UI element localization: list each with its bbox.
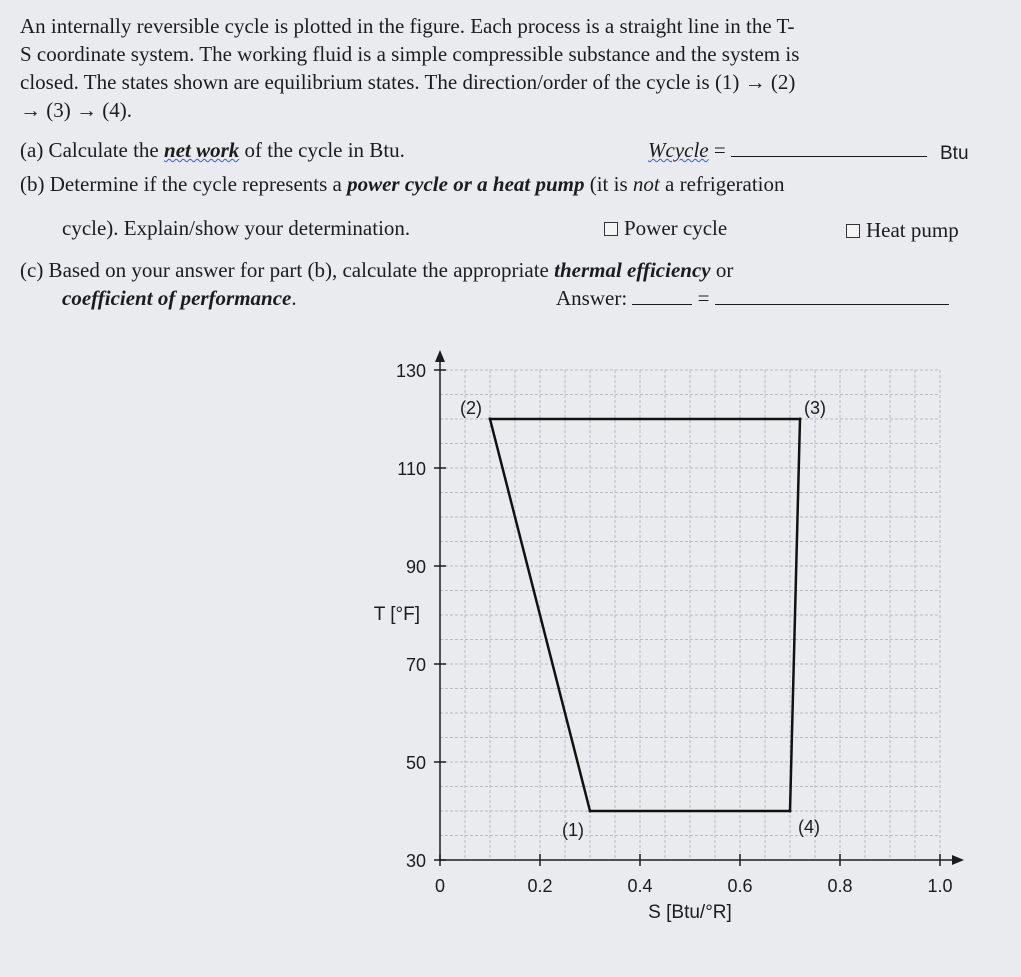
power-cycle-label: Power cycle [624,216,728,240]
y-tick-label: 90 [405,557,426,577]
x-tick-label: 0.6 [727,876,753,896]
part-b-line-2: cycle). Explain/show your determination. [62,216,411,240]
part-b-prefix: (b) Determine if the cycle represents a [20,172,348,196]
part-c-equals: = [697,286,710,310]
heat-pump-label: Heat pump [866,218,959,242]
part-c-emphasis-1: thermal efficiency [554,258,711,282]
state-point [799,418,802,421]
part-b-mid: (it is [584,172,633,196]
x-tick-label: 0.4 [627,876,653,896]
part-a-unit: Btu [940,143,969,164]
chart-labels [374,361,953,923]
state-point [789,810,792,813]
y-tick-label: 70 [405,655,426,675]
state-point [489,418,492,421]
part-b-emphasis: power cycle or a heat pump [347,172,585,196]
y-tick-label: 50 [405,753,426,773]
part-c-mid: or [710,258,734,282]
x-axis-arrow [952,855,964,865]
w-cycle-symbol: Wcycle [648,138,709,162]
part-b-not: not [632,172,660,196]
y-axis-title: T [°F] [373,603,420,625]
x-axis-title: S [Btu/°R] [648,902,732,923]
part-a-prefix: (a) Calculate the [20,138,165,162]
intro-line-1: An internally reversible cycle is plotted in the figure. Each process is a straight line in the T- [20,14,795,38]
y-tick-label: 30 [405,851,426,871]
intro-line-3: closed. The states shown are equilibrium states. The direction/order of the cycle is (1) → (2) [20,70,796,94]
part-a-emphasis: net work [164,138,240,162]
y-tick-label: 110 [397,459,426,479]
x-tick-label: 0.2 [527,876,553,896]
x-tick-label: 0 [434,876,446,896]
part-c-emphasis-2: coefficient of performance [62,286,292,310]
part-b-suffix: a refrigeration [659,172,785,196]
state-label: (1) [562,820,584,840]
chart-axes [434,350,964,866]
part-c-prefix: (c) Based on your answer for part (b), calculate the appropriate [20,258,555,282]
x-tick-label: 1.0 [927,876,953,896]
intro-line-2: S coordinate system. The working fluid is a simple compressible substance and the system is [20,42,800,66]
chart-grid [440,370,940,860]
state-label: (2) [460,398,482,418]
part-c-answer-label: Answer: [556,286,628,310]
part-c-suffix: . [291,286,297,310]
y-axis-arrow [435,350,445,362]
state-point [589,810,592,813]
part-a-suffix: of the cycle in Btu. [239,138,405,162]
x-tick-label: 0.8 [827,876,853,896]
state-label: (4) [798,817,820,837]
y-tick-label: 130 [395,361,426,381]
intro-line-4: → (3) → (4). [20,98,132,122]
state-label: (3) [804,398,826,418]
part-a-equals: = [713,138,726,162]
